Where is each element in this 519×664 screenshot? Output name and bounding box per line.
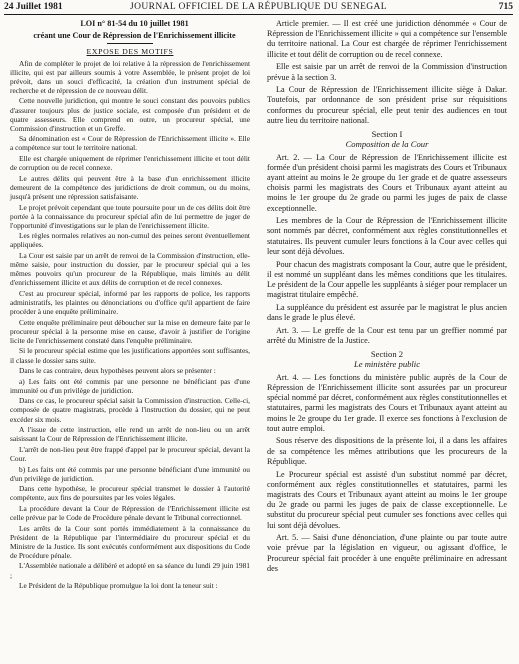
law-title: LOI n° 81-54 du 10 juillet 1981: [80, 19, 189, 28]
motive-paragraph: b) Les faits ont été commis par une personne bénéficiant d'une immunité ou d'un privilège de juridiction.: [10, 464, 250, 483]
page-header: [4, 1, 513, 14]
article-paragraph: Le Procureur spécial est assisté d'un substitut nommé par décret, conformément aux règles constitutionnelles et statutaires, parmi les magistrats des Cours et Tribunaux ayant atteint au moins le 1er groupe du 2e grade ou parmi les juges de paix de classe exceptionnelle. Le substitut du procureur spécial peut cumuler ses fonctions avec celles qui lui sont déjà dévolues.: [267, 469, 507, 530]
motive-paragraph: Les arrêts de la Cour sont portés immédiatement à la connaissance du Président de la République par l'intermédiaire du procureur spécial et du Ministre de la Justice. Ils sont exécutés conformément aux dispositions du Code de Procédure pénale.: [10, 523, 250, 560]
header-rule: [4, 14, 513, 15]
assembly-statement: L'Assemblée nationale a délibéré et adopté en sa séance du lundi 29 juin 1981 ;: [10, 561, 250, 580]
article-paragraph: Les membres de la Cour de Répression de l'Enrichissement illicite sont nommés par décret, conformément aux règles constitutionnelles et statutaires. Ils peuvent cumuler leurs fonctions à la Cour avec celles qui leur sont déjà dévolues.: [267, 216, 507, 256]
motive-paragraph: Le projet prévoit cependant que toute poursuite pour un de ces délits doit être portée à la connaissance du procureur spécial afin de lui permettre de juger de l'opportunité d'investigations sur le plan de l'enrichissement illicite.: [10, 202, 250, 230]
article-paragraph: Elle est saisie par un arrêt de renvoi de la Commission d'instruction prévue à la section 3.: [267, 62, 507, 82]
motive-paragraph: Cette nouvelle juridiction, qui montre le souci constant des pouvoirs publics d'assurer toujours plus de justice sociale, est composée d'un président et de quatre assesseurs. Elle comprend en outre, un procureur spécial, une Commission d'instruction et un Greffe.: [10, 96, 250, 133]
article-paragraph: Art. 3. — Le greffe de la Cour est tenu par un greffier nommé par arrêté du Ministre de la Justice.: [267, 325, 507, 345]
article-paragraph: Art. 5. — Saisi d'une dénonciation, d'une plainte ou par toute autre voie prévue par la législation en vigueur, ou agissant d'office, le Procureur spécial fait procéder à une enquête préliminaire en adressant des: [267, 533, 507, 573]
motive-paragraph: Afin de compléter le projet de loi relative à la répression de l'enrichissement illicite, qui est par ailleurs soumis à votre Assemblée, le présent projet de loi prévoit, dans un souci d'efficacité, la création d'un instrument spécial de recherche et de répression de ce nouveau délit.: [10, 58, 250, 95]
article-paragraph: Art. 2. — La Cour de Répression de l'Enrichissement illicite est formée d'un président choisi parmi les magistrats des Cours et Tribunaux ayant atteint au moins le 2e groupe du 1er grade et de quatre assesseurs choisis parmi les magistrats des Cours et Tribunaux ayant atteint au moins le 1er groupe du 2e grade ou parmi les juges de paix de classe exceptionnelle.: [267, 152, 507, 213]
motive-paragraph: Dans cette hypothèse, le procureur spécial transmet le dossier à l'autorité compétente, aux fins de poursuites par les voies légales.: [10, 484, 250, 503]
section-2-heading: Section 2: [370, 348, 404, 359]
article-paragraph: Article premier. — Il est créé une juridiction dénommée « Cour de Répression de l'Enrichissement illicite » qui a compétence sur l'ensemble du territoire national. La Cour est chargée de réprimer l'enrichissement illicite et tout délit de corruption ou de recel connexe.: [267, 19, 507, 59]
motives-heading: EXPOSE DES MOTIFS: [86, 46, 174, 56]
motive-paragraph: A l'issue de cette instruction, elle rend un arrêt de non-lieu ou un arrêt saisissant la Cour de Répression de l'Enrichissement illicite.: [10, 425, 250, 444]
motive-paragraph: L'arrêt de non-lieu peut être frappé d'appel par le procureur spécial, devant la Cour.: [10, 444, 250, 463]
article-paragraph: Art. 4. — Les fonctions du ministère public auprès de la Cour de Répression de l'Enrichissement illicite sont assurées par un procureur spécial nommé par décret, conformément aux règles constitutionnelles et statutaires, parmi les magistrats des Cours et Tribunaux ayant atteint au moins le 2e groupe du 1er grade. Il exerce ses fonctions à l'exclusion de tout autre emploi.: [267, 372, 507, 433]
section-1-heading: Section I: [371, 128, 403, 139]
article-paragraph: Pour chacun des magistrats composant la Cour, autre que le président, il est nommé un suppléant dans les mêmes conditions que les titulaires. Le président de la Cour appelle les suppléants à siéger pour remplacer un magistrat titulaire empêché.: [267, 259, 507, 300]
motive-paragraph: Dans le cas contraire, deux hypothèses peuvent alors se présenter :: [19, 366, 216, 376]
motive-paragraph: La procédure devant la Cour de Répression de l'Enrichissement illicite est celle prévue par le Code de Procédure pénale devant le Tribunal correctionnel.: [10, 503, 250, 522]
right-column: [267, 19, 507, 577]
header-date: 24 Juillet 1981: [4, 2, 63, 12]
article-paragraph: La Cour de Répression de l'Enrichissement illicite siège à Dakar. Toutefois, par ordonnance de son président prise sur réquisitions conformes du procureur spécial, elle peut tenir des audiences en tout autre lieu du territoire national.: [267, 85, 507, 125]
motive-paragraph: Cette enquête préliminaire peut déboucher sur la mise en demeure faite par le procureur spécial à la personne mise en cause, d'avoir à justifier de l'origine licite de l'enrichissement constaté dans l'enquête préliminaire.: [10, 317, 250, 345]
motive-paragraph: Les règles normales relatives au non-cumul des peines seront éventuellement appliquées.: [10, 231, 250, 250]
article-paragraph: La suppléance du président est assurée par le magistrat le plus ancien dans le grade le plus élevé.: [267, 302, 507, 323]
promulgation-statement: Le Président de la République promulgue la loi dont la teneur suit :: [19, 581, 218, 591]
law-subtitle: créant une Cour de Répression de l'Enrichissement illicite: [33, 30, 236, 40]
motive-paragraph: Dans ce cas, le procureur spécial saisit la Commission d'instruction. Celle-ci, composée de quatre magistrats, procède à l'instruction du dossier, qui ne peut excéder six mois.: [10, 396, 250, 424]
article-paragraph: Sous réserve des dispositions de la présente loi, il a dans les affaires de sa compétence les mêmes attributions que les procureurs de la République.: [267, 436, 507, 466]
page-number: 715: [498, 2, 513, 12]
motive-paragraph: C'est au procureur spécial, informé par les rapports de police, les rapports administratifs, les plaintes ou dénonciations ou d'office qu'il appartient de faire procéder à une enquête préliminaire.: [10, 288, 250, 317]
motive-paragraph: La Cour est saisie par un arrêt de renvoi de la Commission d'instruction, elle-même saisie, pour instruction du dossier, par le procureur spécial qui a les mêmes pouvoirs qu'un procureur de la République, mais limités au délit d'enrichissement illicite et aux délits de corruption et de recel connexes.: [10, 250, 250, 288]
left-column: [10, 19, 250, 592]
section-2-title: Le ministère public: [353, 359, 421, 370]
motive-paragraph: Le autres délits qui peuvent être à la base d'un enrichissement illicite demeurent de la compétence des juridictions de droit commun, ou du moins, jusqu'à présent une répression satisfaisante.: [10, 173, 250, 201]
title-rule: [107, 43, 153, 44]
motive-paragraph: Si le procureur spécial estime que les justifications apportées sont suffisantes, il classe le dossier sans suite.: [10, 346, 250, 365]
motive-paragraph: a) Les faits ont été commis par une personne ne bénéficiant pas d'une immunité ou d'un privilège de juridiction.: [10, 376, 250, 395]
motive-paragraph: Elle est chargée uniquement de réprimer l'enrichissement illicite et tout délit de corruption ou de recel connexe.: [10, 154, 250, 173]
section-1-title: Composition de la Cour: [345, 139, 429, 150]
journal-title: JOURNAL OFFICIEL DE LA RÉPUBLIQUE DU SENEGAL: [129, 2, 388, 12]
motive-paragraph: Sa dénomination est « Cour de Répression de l'Enrichissement illicite ». Elle a compétence sur tout le territoire national.: [10, 134, 250, 153]
